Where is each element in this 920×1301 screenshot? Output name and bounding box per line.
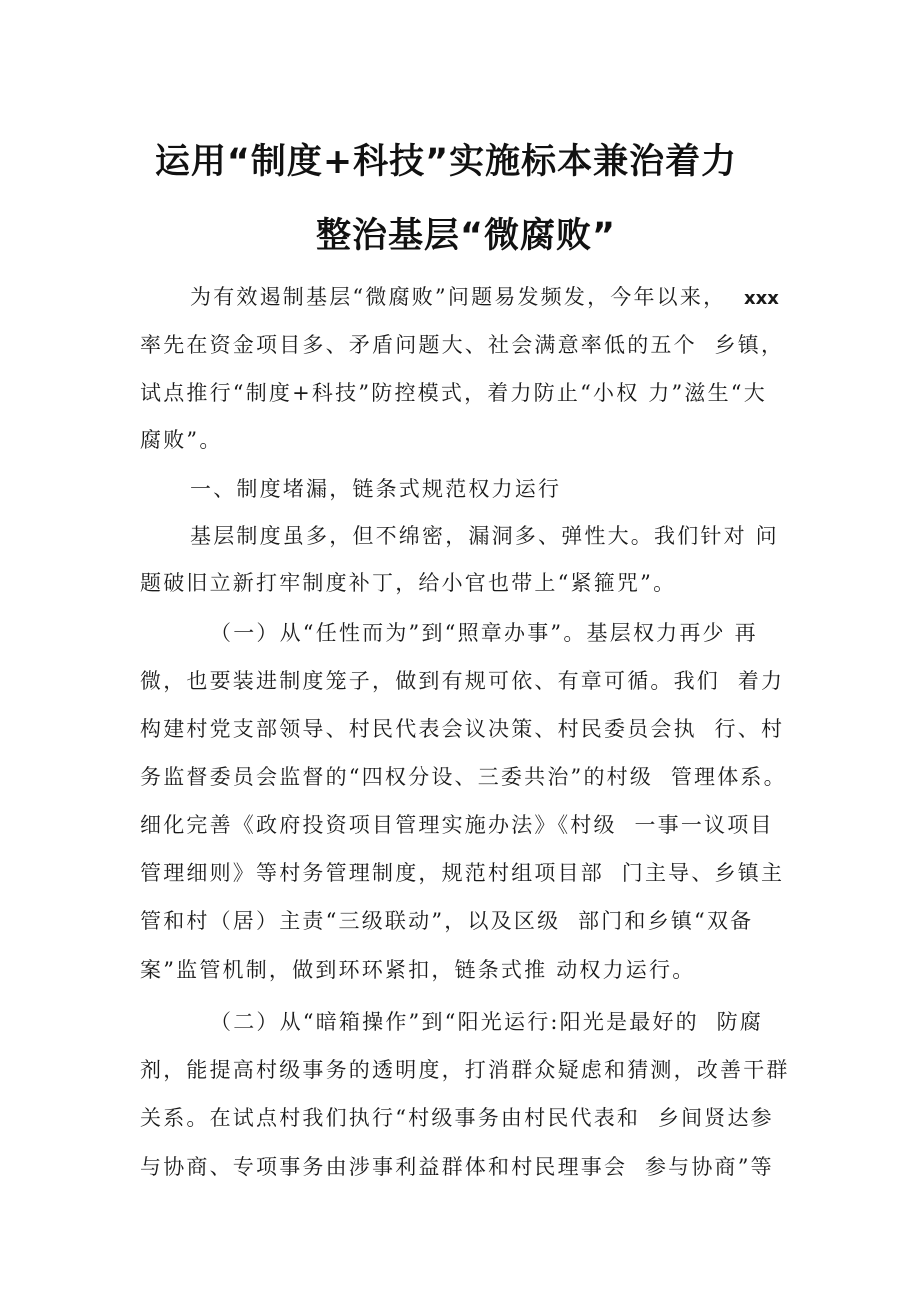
paragraph-4-line-1: （二）从“暗箱操作”到“阳光运行:阳光是最好的 防腐 bbox=[210, 1010, 764, 1034]
paragraph-1-line-1-text: 为有效遏制基层“微腐败”问题易发频发，今年以来， bbox=[190, 285, 745, 309]
paragraph-3-line-8: 案”监管机制，做到环环紧扣，链条式推 动权力运行。 bbox=[140, 958, 696, 982]
paragraph-1-line-4: 腐败”。 bbox=[140, 428, 223, 452]
paragraph-3-line-2: 微，也要装进制度笼子，做到有规可依、有章可循。我们 着力 bbox=[140, 669, 785, 693]
paragraph-4-line-3: 关系。在试点村我们执行“村级事务由村民代表和 乡间贤达参 bbox=[140, 1106, 774, 1130]
paragraph-4-line-4: 与协商、专项事务由涉事利益群体和村民理事会 参与协商”等 bbox=[140, 1155, 774, 1179]
paragraph-3-line-1: （一）从“任性而为”到“照章办事”。基层权力再少 再 bbox=[210, 621, 758, 645]
paragraph-3-line-4: 务监督委员会监督的“四权分设、三委共治”的村级 管理体系。 bbox=[140, 765, 787, 789]
document-title-line-1: 运用“制度+科技”实施标本兼治着力 bbox=[154, 142, 738, 182]
section-heading-1: 一、制度堵漏，链条式规范权力运行 bbox=[190, 477, 562, 501]
paragraph-3-line-3: 构建村党支部领导、村民代表会议决策、村民委员会执 行、村 bbox=[140, 717, 785, 741]
paragraph-1-line-3: 试点推行“制度+科技”防控模式，着力防止“小权 力”滋生“大 bbox=[140, 381, 767, 405]
paragraph-1-line-1 bbox=[190, 282, 779, 314]
redacted-name: xxx bbox=[744, 288, 779, 309]
paragraph-2-line-2: 题破旧立新打牢制度补丁，给小官也带上“紧箍咒”。 bbox=[140, 571, 677, 595]
paragraph-2-line-1: 基层制度虽多，但不绵密，漏洞多、弹性大。我们针对 问 bbox=[190, 524, 779, 548]
paragraph-3-line-6: 管理细则》等村务管理制度，规范村组项目部 门主导、乡镇主 bbox=[140, 861, 785, 885]
paragraph-4-line-2: 剂，能提高村级事务的透明度，打消群众疑虑和猜测，改善干群 bbox=[140, 1058, 790, 1082]
paragraph-1-line-2: 率先在资金项目多、矛盾问题大、社会满意率低的五个 乡镇， bbox=[140, 333, 785, 357]
paragraph-3-line-7: 管和村（居）主责“三级联动”，以及区级 部门和乡镇“双备 bbox=[140, 909, 754, 933]
document-title-line-2: 整治基层“微腐败” bbox=[315, 216, 616, 256]
paragraph-3-line-5: 细化完善《政府投资项目管理实施办法》《村级 一事一议项目 bbox=[140, 813, 774, 837]
